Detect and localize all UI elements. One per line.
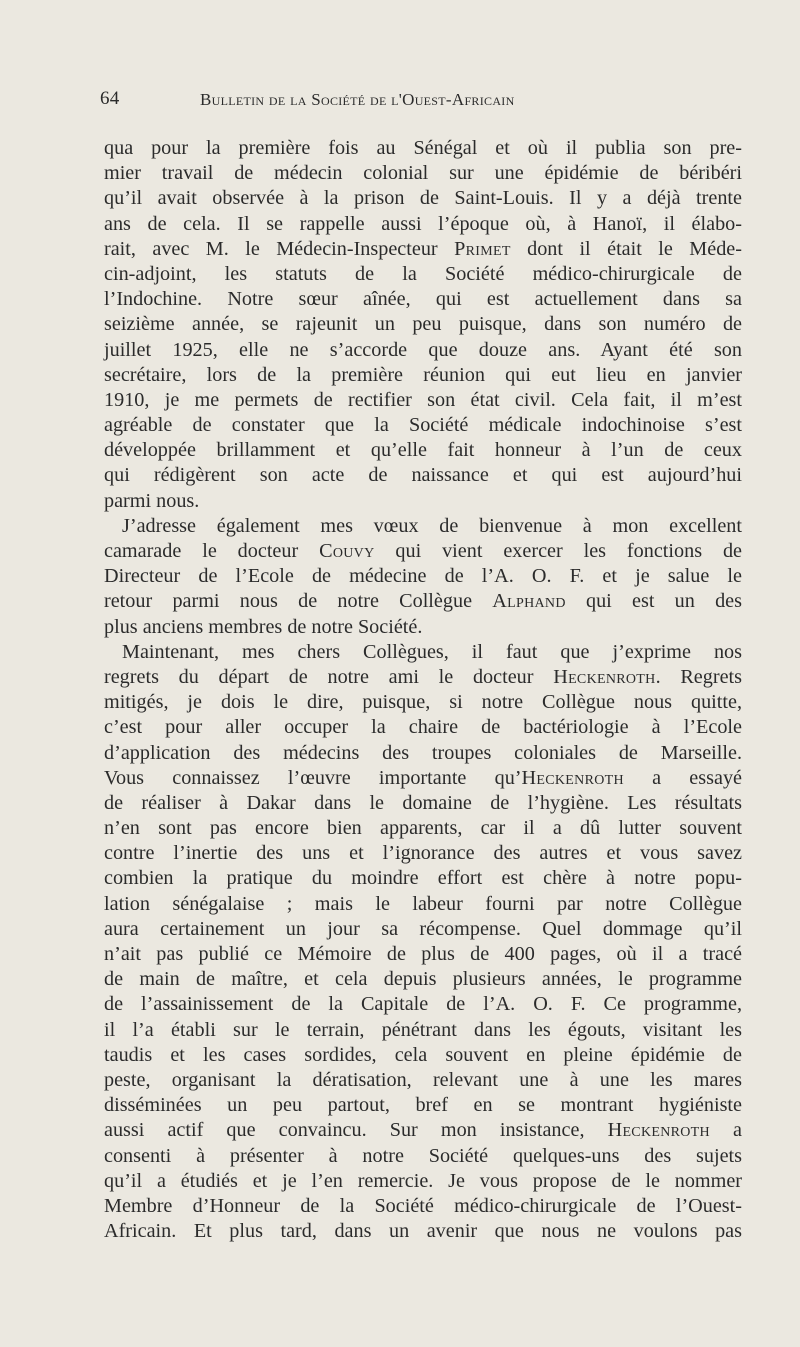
text-line <box>104 136 742 161</box>
text-segment: c’est pour aller occuper la chaire de bactériologie à l’Ecole <box>104 716 742 739</box>
text-line <box>104 237 742 262</box>
text-segment: de réaliser à Dakar dans le domaine de l’hygiène. Les résultats <box>104 791 742 814</box>
text-segment: a essayé <box>623 766 742 789</box>
text-segment: Membre d’Honneur de la Société médico-chirurgicale de l’Ouest- <box>104 1194 742 1217</box>
text-segment: qui est un des <box>565 590 742 613</box>
text-line <box>104 992 742 1017</box>
text-segment: cin-adjoint, les statuts de la Société médico-chirurgicale de <box>104 262 742 285</box>
text-line <box>104 1068 742 1093</box>
text-line <box>104 262 742 287</box>
text-segment: qu’il avait observée à la prison de Saint-Louis. Il y a déjà trente <box>104 187 742 210</box>
text-line <box>104 942 742 967</box>
text-segment: Maintenant, mes chers Collègues, il faut que j’exprime nos <box>122 640 742 663</box>
text-segment: aussi actif que convaincu. Sur mon insistance, <box>104 1119 608 1142</box>
text-line <box>104 791 742 816</box>
text-segment: retour parmi nous de notre Collègue <box>104 590 493 613</box>
text-line <box>104 161 742 186</box>
text-line <box>104 1093 742 1118</box>
person-name: Heckenroth <box>521 766 624 789</box>
text-segment: seizième année, se rajeunit un peu puisque, dans son numéro de <box>104 313 742 336</box>
text-segment: il l’a établi sur le terrain, pénétrant dans les égouts, visitant les <box>104 1018 742 1041</box>
text-segment: juillet 1925, elle ne s’accorde que douze ans. Ayant été son <box>104 338 742 361</box>
text-segment: contre l’inertie des uns et l’ignorance des autres et vous savez <box>104 842 742 865</box>
page-header <box>100 88 700 112</box>
body-text <box>104 136 742 1244</box>
text-segment: mier travail de médecin colonial sur une épidémie de béribéri <box>104 162 742 185</box>
text-line <box>104 564 742 589</box>
text-segment: 1910, je me permets de rectifier son état civil. Cela fait, il m’est <box>104 388 742 411</box>
text-segment: aura certainement un jour sa récompense. Quel dommage qu’il <box>104 917 742 940</box>
text-segment: agréable de constater que la Société médicale indochinoise s’est <box>104 414 742 437</box>
text-segment: Directeur de l’Ecole de médecine de l’A. O. F. et je salue le <box>104 565 742 588</box>
text-line <box>104 841 742 866</box>
text-line <box>104 866 742 891</box>
page-number: 64 <box>100 88 120 109</box>
text-line <box>104 1219 742 1244</box>
text-segment: de l’assainissement de la Capitale de l’A. O. F. Ce programme, <box>104 993 742 1016</box>
person-name: Heckenroth <box>553 665 656 688</box>
text-line <box>104 489 742 514</box>
text-line <box>104 212 742 237</box>
text-line <box>104 1144 742 1169</box>
text-line <box>104 413 742 438</box>
person-name: Heckenroth <box>607 1119 710 1142</box>
text-segment: . Regrets <box>655 665 742 688</box>
text-segment: d’application des médecins des troupes coloniales de Marseille. <box>104 741 742 764</box>
text-segment: n’ait pas publié ce Mémoire de plus de 400 pages, où il a tracé <box>104 943 742 965</box>
text-line <box>104 363 742 388</box>
text-segment: peste, organisant la dératisation, relevant une à une les mares <box>104 1068 742 1091</box>
text-line <box>104 917 742 942</box>
text-line <box>104 816 742 841</box>
text-line <box>104 1118 742 1143</box>
text-line <box>104 615 742 640</box>
text-segment: plus anciens membres de notre Société. <box>104 615 423 638</box>
text-line <box>104 539 742 564</box>
text-line <box>104 1018 742 1043</box>
text-segment: qua pour la première fois au Sénégal et où il publia son pre- <box>104 137 742 159</box>
text-segment: consenti à présenter à notre Société quelques-uns des sujets <box>104 1144 742 1167</box>
text-line <box>104 690 742 715</box>
text-segment: regrets du départ de notre ami le docteur <box>104 665 554 688</box>
text-line <box>104 892 742 917</box>
text-segment: a <box>709 1119 742 1142</box>
text-line <box>104 967 742 992</box>
text-line <box>104 438 742 463</box>
person-name: Alphand <box>492 590 566 613</box>
text-segment: qui vient exercer les fonctions de <box>374 540 742 562</box>
text-line <box>104 514 742 539</box>
text-segment: parmi nous. <box>104 489 200 512</box>
text-segment: camarade le docteur <box>104 540 320 562</box>
text-line <box>104 287 742 312</box>
text-segment: de main de maître, et cela depuis plusieurs années, le programme <box>104 968 742 991</box>
text-line <box>104 1194 742 1219</box>
text-line <box>104 186 742 211</box>
text-segment: rait, avec M. le Médecin-Inspecteur <box>104 237 455 260</box>
person-name: Primet <box>454 237 511 260</box>
text-line <box>104 1043 742 1068</box>
text-segment: l’Indochine. Notre sœur aînée, qui est actuellement dans sa <box>104 288 742 311</box>
text-line <box>104 741 742 766</box>
text-segment: mitigés, je dois le dire, puisque, si notre Collègue nous quitte, <box>104 691 742 714</box>
text-line <box>104 715 742 740</box>
text-line <box>104 312 742 337</box>
text-segment: lation sénégalaise ; mais le labeur fourni par notre Collègue <box>104 892 742 915</box>
text-segment: J’adresse également mes vœux de bienvenue à mon excellent <box>122 514 742 537</box>
text-line <box>104 589 742 614</box>
text-segment: ans de cela. Il se rappelle aussi l’époque où, à Hanoï, il élabo- <box>104 212 742 235</box>
text-segment: disséminées un peu partout, bref en se montrant hygiéniste <box>104 1094 742 1117</box>
text-segment: qu’il a étudiés et je l’en remercie. Je vous propose de le nommer <box>104 1169 742 1192</box>
text-segment: développée brillamment et qu’elle fait honneur à l’un de ceux <box>104 439 742 462</box>
text-segment: taudis et les cases sordides, cela souvent en pleine épidémie de <box>104 1043 742 1066</box>
text-line <box>104 1169 742 1194</box>
text-segment: dont il était le Méde- <box>510 237 742 260</box>
text-segment: combien la pratique du moindre effort est chère à notre popu- <box>104 867 742 890</box>
text-segment: Africain. Et plus tard, dans un avenir que nous ne voulons pas <box>104 1220 742 1243</box>
text-segment: qui rédigèrent son acte de naissance et qui est aujourd’hui <box>104 464 742 487</box>
text-line <box>104 665 742 690</box>
text-segment: secrétaire, lors de la première réunion qui eut lieu en janvier <box>104 363 742 386</box>
text-line <box>104 766 742 791</box>
text-line <box>104 388 742 413</box>
text-line <box>104 463 742 488</box>
text-segment: n’en sont pas encore bien apparents, car il a dû lutter souvent <box>104 817 742 840</box>
text-segment: Vous connaissez l’œuvre importante qu’ <box>104 766 522 789</box>
running-title: Bulletin de la Société de l'Ouest-Africain <box>200 90 515 109</box>
person-name: Couvy <box>319 540 375 562</box>
text-line <box>104 640 742 665</box>
text-line <box>104 338 742 363</box>
